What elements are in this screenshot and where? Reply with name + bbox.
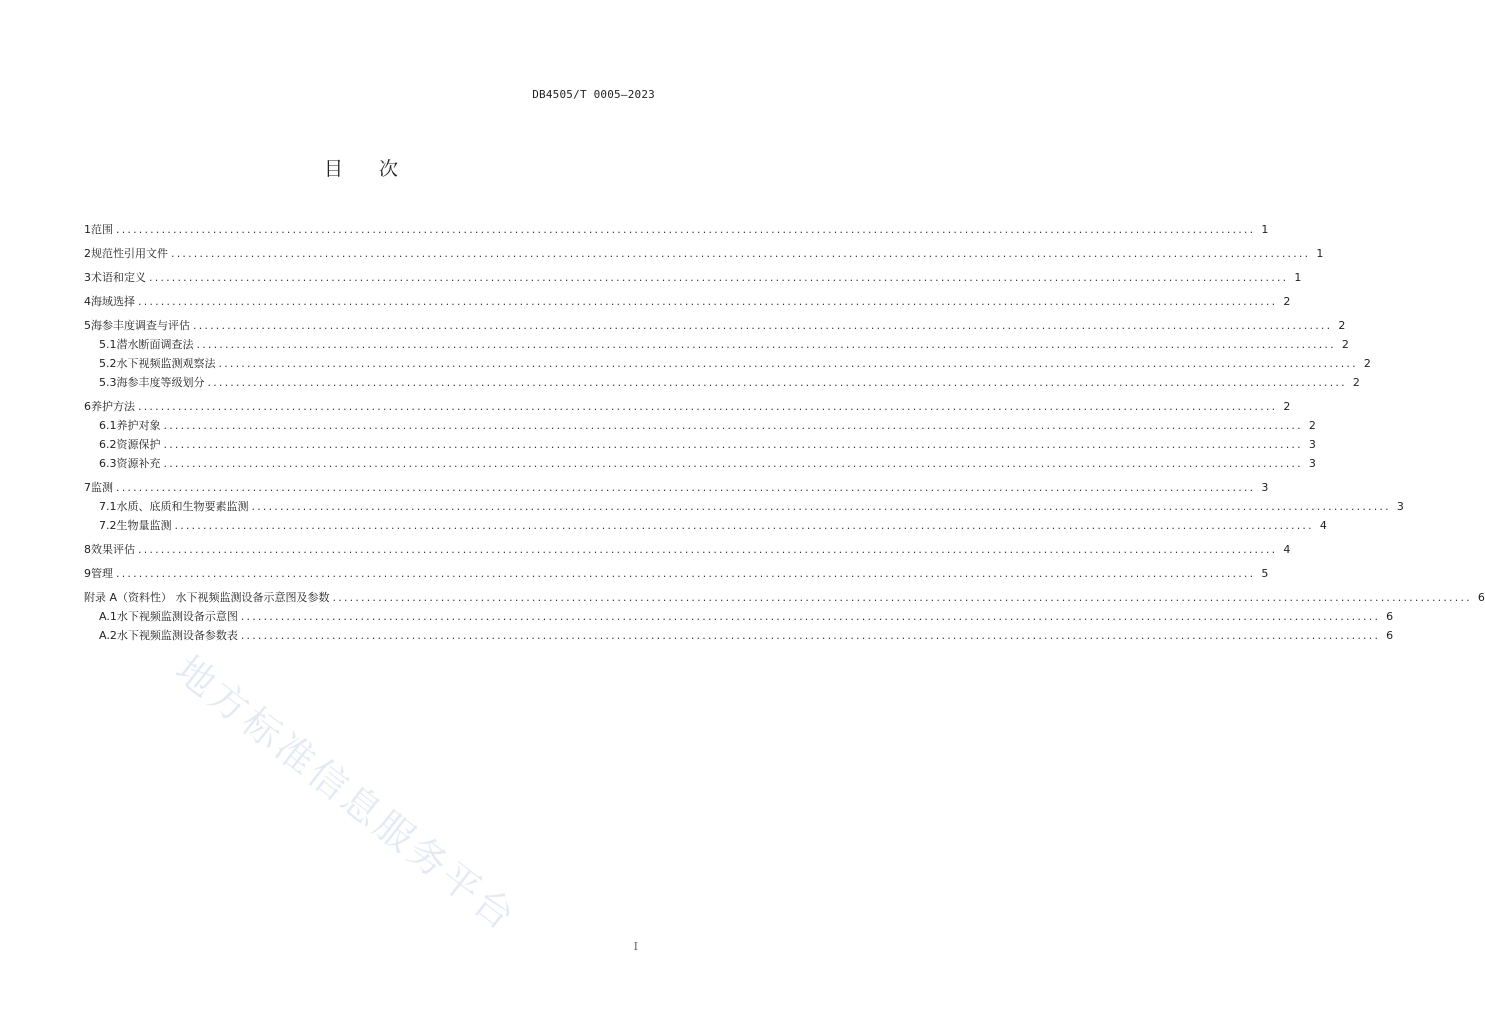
toc-entry-number: 1 [84, 223, 91, 236]
toc-entry-label: 资源保护 [116, 438, 161, 451]
toc-entry-page: 1 [1316, 247, 1324, 260]
toc-dot-leader: ........................................................................................................................................................................................................ [174, 519, 1314, 532]
toc-entry-label: 海域选择 [91, 295, 135, 308]
toc-entry[interactable] [84, 397, 1291, 416]
toc-entry-page: 2 [1352, 376, 1360, 389]
toc-dot-leader: ........................................................................................................................................................................................................ [138, 295, 1278, 308]
toc-entry[interactable] [84, 564, 1269, 583]
toc-entry-label: 海参丰度等级划分 [116, 376, 205, 389]
toc-entry-page: 3 [1261, 481, 1269, 494]
toc-entry-number: 2 [84, 247, 91, 260]
toc-entry-number: 3 [84, 271, 91, 284]
toc-entry[interactable] [84, 292, 1291, 311]
toc-dot-leader: ........................................................................................................................................................................................................ [116, 223, 1256, 236]
toc-entry-page: 2 [1363, 357, 1371, 370]
toc-dot-leader: ........................................................................................................................................................................................................ [240, 629, 1381, 642]
toc-entry[interactable] [84, 497, 1404, 516]
toc-dot-leader: ........................................................................................................................................................................................................ [116, 567, 1256, 580]
toc-entry[interactable] [84, 540, 1291, 559]
toc-entry-label: 管理 [91, 567, 113, 580]
toc-dot-leader: ........................................................................................................................................................................................................ [196, 338, 1336, 351]
toc-entry[interactable] [84, 416, 1316, 435]
toc-entry-page: 2 [1283, 400, 1291, 413]
toc-dot-leader: ........................................................................................................................................................................................................ [138, 400, 1278, 413]
page-number: I [633, 940, 638, 953]
toc-entry-label: 养护对象 [116, 419, 161, 432]
toc-entry-label: 养护方法 [91, 400, 135, 413]
toc-entry-number: 6.2 [99, 438, 117, 451]
toc-entry-number: A.1 [99, 610, 117, 623]
toc-entry-page: 2 [1338, 319, 1346, 332]
toc-entry[interactable] [84, 435, 1316, 454]
toc-dot-leader: ........................................................................................................................................................................................................ [116, 481, 1256, 494]
toc-entry[interactable] [84, 373, 1360, 392]
toc-entry-page: 4 [1283, 543, 1291, 556]
toc-entry-page: 6 [1386, 629, 1394, 642]
toc-dot-leader: ........................................................................................................................................................................................................ [138, 543, 1278, 556]
toc-dot-leader: ........................................................................................................................................................................................................ [332, 591, 1472, 604]
toc-entry-label: 水下视频监测设备参数表 [116, 629, 238, 642]
toc-entry[interactable] [84, 516, 1327, 535]
toc-entry-number: 5 [84, 319, 91, 332]
toc-entry-page: 1 [1294, 271, 1302, 284]
toc-dot-leader: ........................................................................................................................................................................................................ [171, 247, 1311, 260]
toc-dot-leader: ........................................................................................................................................................................................................ [163, 457, 1303, 470]
toc-entry[interactable] [84, 607, 1394, 626]
toc-entry-label: 水下视频监测观察法 [116, 357, 216, 370]
toc-entry[interactable] [84, 478, 1269, 497]
toc-entry-number: 6.1 [99, 419, 117, 432]
toc-entry-page: 2 [1341, 338, 1349, 351]
toc-entry-number: 7.2 [99, 519, 117, 532]
toc-entry-label: 潜水断面调查法 [116, 338, 194, 351]
toc-entry[interactable] [84, 220, 1269, 239]
document-number: DB4505/T 0005—2023 [532, 88, 655, 101]
toc-entry[interactable] [84, 588, 1485, 607]
toc-entry[interactable] [84, 268, 1302, 287]
toc-entry-number: 8 [84, 543, 91, 556]
toc-entry[interactable] [84, 454, 1316, 473]
toc-entry-number: 6 [84, 400, 91, 413]
toc-entry-number: 9 [84, 567, 91, 580]
toc-entry-page: 5 [1261, 567, 1269, 580]
toc-entry[interactable] [84, 354, 1371, 373]
toc-entry-number: 7 [84, 481, 91, 494]
toc-entry-page: 2 [1308, 419, 1316, 432]
toc-entry-page: 4 [1319, 519, 1327, 532]
title-part-1: 目 [323, 158, 345, 180]
toc-entry-label: 效果评估 [91, 543, 135, 556]
toc-dot-leader: ........................................................................................................................................................................................................ [207, 376, 1347, 389]
toc-entry[interactable] [84, 244, 1324, 263]
toc-entry-number: A.2 [99, 629, 117, 642]
toc-entry-page: 3 [1308, 457, 1316, 470]
watermark: 地方标准信息服务平台 [167, 647, 526, 941]
toc-entry-label: 术语和定义 [91, 271, 146, 284]
toc-entry-number: 6.3 [99, 457, 117, 470]
toc-entry-number: 5.1 [99, 338, 117, 351]
toc-entry-page: 3 [1308, 438, 1316, 451]
toc-entry-label: 资源补充 [116, 457, 161, 470]
toc-entry[interactable] [84, 335, 1349, 354]
toc-entry-page: 3 [1396, 500, 1404, 513]
toc-entry-label: 海参丰度调查与评估 [91, 319, 190, 332]
toc-entry-label: 水下视频监测设备示意图 [116, 610, 238, 623]
toc-entry-number: 5.3 [99, 376, 117, 389]
toc-dot-leader: ........................................................................................................................................................................................................ [163, 419, 1303, 432]
toc-entry-number: 5.2 [99, 357, 117, 370]
toc-entry[interactable] [84, 626, 1394, 645]
toc-entry-label: 规范性引用文件 [91, 247, 168, 260]
toc-entry-number: 4 [84, 295, 91, 308]
toc-entry-label: 水质、底质和生物要素监测 [116, 500, 249, 513]
toc-dot-leader: ........................................................................................................................................................................................................ [251, 500, 1391, 513]
toc-entry-page: 1 [1261, 223, 1269, 236]
toc-entry-label: 范围 [91, 223, 113, 236]
toc-entry-page: 6 [1477, 591, 1485, 604]
title-part-2: 次 [379, 158, 401, 180]
toc-entry-label: 监测 [91, 481, 113, 494]
toc-entry[interactable] [84, 316, 1346, 335]
page-title [0, 154, 724, 181]
table-of-contents [84, 220, 1485, 645]
toc-entry-page: 6 [1386, 610, 1394, 623]
toc-dot-leader: ........................................................................................................................................................................................................ [193, 319, 1333, 332]
toc-dot-leader: ........................................................................................................................................................................................................ [218, 357, 1358, 370]
toc-dot-leader: ........................................................................................................................................................................................................ [240, 610, 1381, 623]
toc-entry-number: 7.1 [99, 500, 117, 513]
toc-entry-page: 2 [1283, 295, 1291, 308]
toc-entry-label: 生物量监测 [116, 519, 172, 532]
toc-dot-leader: ........................................................................................................................................................................................................ [163, 438, 1303, 451]
toc-dot-leader: ........................................................................................................................................................................................................ [149, 271, 1289, 284]
toc-entry-label: 附录 A（资料性） 水下视频监测设备示意图及参数 [84, 591, 330, 604]
